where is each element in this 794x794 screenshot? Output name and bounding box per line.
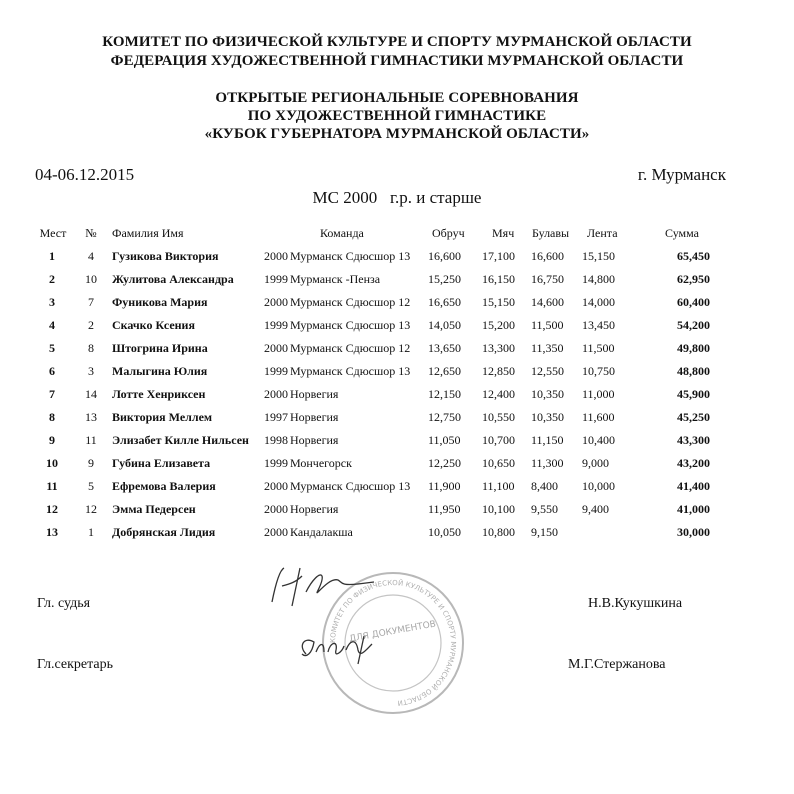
cell-team: Мурманск -Пенза — [290, 272, 381, 286]
cell-hoop-score: 11,050 — [428, 433, 461, 447]
cell-clubs-score: 11,150 — [531, 433, 564, 447]
cell-hoop-score: 16,650 — [428, 295, 461, 309]
cell-ribbon-score: 14,000 — [582, 295, 615, 309]
cell-name: Жулитова Александра — [112, 272, 234, 286]
cell-ribbon-score: 9,000 — [582, 456, 609, 470]
cell-ribbon-score: 9,400 — [582, 502, 609, 516]
chief-judge-title: Гл. судья — [37, 596, 91, 611]
cell-total-score: 30,000 — [677, 525, 710, 539]
cell-ribbon-score: 11,500 — [582, 341, 615, 355]
cell-total-score: 65,450 — [677, 249, 710, 263]
cell-ribbon-score: 10,000 — [582, 479, 615, 493]
cell-name: Малыгина Юлия — [112, 364, 208, 378]
cell-place: 9 — [49, 433, 55, 447]
table-body — [0, 249, 794, 548]
svg-text:ДЛЯ ДОКУМЕНТОВ: ДЛЯ ДОКУМЕНТОВ — [348, 619, 437, 645]
cell-place: 13 — [46, 525, 58, 539]
cell-number: 13 — [85, 410, 97, 424]
cell-name: Элизабет Килле Нильсен — [112, 433, 249, 447]
chief-judge-name: Н.В.Кукушкина — [588, 596, 683, 611]
svg-text:КОМИТЕТ ПО ФИЗИЧЕСКОЙ КУЛЬТУРЕ: КОМИТЕТ ПО ФИЗИЧЕСКОЙ КУЛЬТУРЕ И СПОРТУ МУРМАНСКОЙ ОБЛАСТИ — [328, 578, 458, 707]
cell-ball-score: 10,700 — [482, 433, 515, 447]
cell-ribbon-score: 11,600 — [582, 410, 615, 424]
cell-clubs-score: 16,750 — [531, 272, 564, 286]
cell-name: Губина Елизавета — [112, 456, 211, 470]
cell-team: Кандалакша — [290, 525, 353, 539]
header-ribbon: Лента — [587, 226, 618, 240]
cell-birth-year: 2000 — [264, 525, 288, 539]
cell-number: 8 — [88, 341, 94, 355]
cell-clubs-score: 11,300 — [531, 456, 564, 470]
cell-name: Лотте Хенриксен — [112, 387, 206, 401]
cell-ball-score: 10,800 — [482, 525, 515, 539]
header-hoop: Обруч — [432, 226, 465, 240]
header-total: Сумма — [665, 226, 699, 240]
chief-judge-signature — [262, 562, 382, 612]
cell-number: 12 — [85, 502, 97, 516]
cell-name: Эмма Педерсен — [112, 502, 196, 516]
cell-team: Норвегия — [290, 387, 339, 401]
cell-ball-score: 12,850 — [482, 364, 515, 378]
cell-birth-year: 1999 — [264, 364, 288, 378]
cell-birth-year: 1997 — [264, 410, 288, 424]
cell-ball-score: 16,150 — [482, 272, 515, 286]
header-name: Фамилия Имя — [112, 226, 184, 240]
table-row — [0, 318, 794, 341]
cell-clubs-score: 12,550 — [531, 364, 564, 378]
cell-number: 5 — [88, 479, 94, 493]
cell-total-score: 48,800 — [677, 364, 710, 378]
cell-name: Ефремова Валерия — [112, 479, 216, 493]
cell-total-score: 62,950 — [677, 272, 710, 286]
cell-clubs-score: 11,500 — [531, 318, 564, 332]
header-ball: Мяч — [492, 226, 515, 240]
cell-place: 7 — [49, 387, 55, 401]
cell-birth-year: 2000 — [264, 502, 288, 516]
organization-line-1: КОМИТЕТ ПО ФИЗИЧЕСКОЙ КУЛЬТУРЕ И СПОРТУ МУРМАНСКОЙ ОБЛАСТИ — [102, 34, 692, 50]
cell-birth-year: 2000 — [264, 387, 288, 401]
table-row — [0, 525, 794, 548]
cell-clubs-score: 10,350 — [531, 387, 564, 401]
cell-place: 8 — [49, 410, 55, 424]
cell-hoop-score: 15,250 — [428, 272, 461, 286]
cell-total-score: 41,400 — [677, 479, 710, 493]
cell-hoop-score: 12,650 — [428, 364, 461, 378]
results-table — [0, 226, 794, 548]
table-row — [0, 479, 794, 502]
cell-birth-year: 2000 — [264, 479, 288, 493]
cell-total-score: 45,250 — [677, 410, 710, 424]
cell-clubs-score: 9,550 — [531, 502, 558, 516]
cell-ribbon-score: 10,750 — [582, 364, 615, 378]
cell-clubs-score: 9,150 — [531, 525, 558, 539]
cell-team: Мурманск Сдюсшор 13 — [290, 479, 411, 493]
cell-hoop-score: 12,150 — [428, 387, 461, 401]
table-row — [0, 410, 794, 433]
cell-team: Мурманск Сдюсшор 12 — [290, 341, 411, 355]
cell-clubs-score: 16,600 — [531, 249, 564, 263]
cell-ribbon-score: 13,450 — [582, 318, 615, 332]
event-title-line-2: ПО ХУДОЖЕСТВЕННОЙ ГИМНАСТИКЕ — [247, 108, 547, 124]
table-header-row — [0, 226, 794, 249]
cell-team: Мурманск Сдюсшор 13 — [290, 318, 411, 332]
cell-name: Скачко Ксения — [112, 318, 195, 332]
header-clubs: Булавы — [532, 226, 570, 240]
table-row — [0, 249, 794, 272]
cell-hoop-score: 13,650 — [428, 341, 461, 355]
cell-team: Норвегия — [290, 502, 339, 516]
cell-ball-score: 10,100 — [482, 502, 515, 516]
cell-ball-score: 11,100 — [482, 479, 515, 493]
cell-name: Добрянская Лидия — [112, 525, 216, 539]
cell-hoop-score: 12,250 — [428, 456, 461, 470]
cell-ball-score: 17,100 — [482, 249, 515, 263]
cell-hoop-score: 11,900 — [428, 479, 461, 493]
table-row — [0, 272, 794, 295]
cell-number: 7 — [88, 295, 94, 309]
cell-name: Фуникова Мария — [112, 295, 208, 309]
cell-hoop-score: 12,750 — [428, 410, 461, 424]
cell-total-score: 54,200 — [677, 318, 710, 332]
cell-hoop-score: 16,600 — [428, 249, 461, 263]
cell-birth-year: 1999 — [264, 318, 288, 332]
cell-total-score: 43,300 — [677, 433, 710, 447]
cell-number: 10 — [85, 272, 97, 286]
event-dates: 04-06.12.2015 — [35, 165, 135, 184]
cell-total-score: 49,800 — [677, 341, 710, 355]
cell-total-score: 45,900 — [677, 387, 710, 401]
cell-place: 6 — [49, 364, 55, 378]
cell-name: Штогрина Ирина — [112, 341, 208, 355]
cell-team: Норвегия — [290, 410, 339, 424]
event-city: г. Мурманск — [637, 165, 726, 184]
cell-place: 11 — [46, 479, 58, 493]
cell-ball-score: 10,650 — [482, 456, 515, 470]
cell-number: 4 — [88, 249, 94, 263]
cell-total-score: 41,000 — [677, 502, 710, 516]
header-place: Мест — [39, 226, 67, 240]
cell-birth-year: 1999 — [264, 272, 288, 286]
cell-number: 2 — [88, 318, 94, 332]
event-title-line-1: ОТКРЫТЫЕ РЕГИОНАЛЬНЫЕ СОРЕВНОВАНИЯ — [215, 90, 579, 106]
chief-secretary-title: Гл.секретарь — [37, 657, 114, 672]
cell-ball-score: 12,400 — [482, 387, 515, 401]
age-category: МС 2000 г.р. и старше — [312, 188, 482, 207]
cell-team: Мурманск Сдюсшор 12 — [290, 295, 411, 309]
cell-place: 4 — [49, 318, 55, 332]
cell-ball-score: 15,200 — [482, 318, 515, 332]
cell-clubs-score: 14,600 — [531, 295, 564, 309]
cell-ribbon-score: 14,800 — [582, 272, 615, 286]
chief-secretary-name: М.Г.Стержанова — [568, 657, 666, 672]
cell-name: Виктория Меллем — [112, 410, 213, 424]
cell-place: 2 — [49, 272, 55, 286]
header-team: Команда — [320, 226, 364, 240]
cell-team: Норвегия — [290, 433, 339, 447]
cell-total-score: 60,400 — [677, 295, 710, 309]
cell-ball-score: 10,550 — [482, 410, 515, 424]
cell-team: Мончегорск — [290, 456, 352, 470]
cell-ball-score: 15,150 — [482, 295, 515, 309]
cell-total-score: 43,200 — [677, 456, 710, 470]
chief-secretary-signature — [292, 628, 392, 668]
table-row — [0, 433, 794, 456]
cell-number: 11 — [85, 433, 97, 447]
cell-ball-score: 13,300 — [482, 341, 515, 355]
cell-clubs-score: 10,350 — [531, 410, 564, 424]
table-row — [0, 341, 794, 364]
cell-team: Мурманск Сдюсшор 13 — [290, 364, 411, 378]
cell-birth-year: 1998 — [264, 433, 288, 447]
cell-birth-year: 2000 — [264, 249, 288, 263]
cell-hoop-score: 10,050 — [428, 525, 461, 539]
table-row — [0, 502, 794, 525]
cell-clubs-score: 11,350 — [531, 341, 564, 355]
cell-number: 3 — [88, 364, 94, 378]
cell-ribbon-score: 10,400 — [582, 433, 615, 447]
cell-ribbon-score: 15,150 — [582, 249, 615, 263]
cell-team: Мурманск Сдюсшор 13 — [290, 249, 411, 263]
cell-place: 1 — [49, 249, 55, 263]
cell-place: 10 — [46, 456, 58, 470]
cell-birth-year: 2000 — [264, 341, 288, 355]
table-row — [0, 295, 794, 318]
header-number: № — [85, 226, 97, 240]
table-row — [0, 364, 794, 387]
cell-birth-year: 2000 — [264, 295, 288, 309]
cell-hoop-score: 11,950 — [428, 502, 461, 516]
cell-name: Гузикова Виктория — [112, 249, 219, 263]
cell-ribbon-score: 11,000 — [582, 387, 615, 401]
organization-line-2: ФЕДЕРАЦИЯ ХУДОЖЕСТВЕННОЙ ГИМНАСТИКИ МУРМАНСКОЙ ОБЛАСТИ — [110, 53, 684, 69]
cell-hoop-score: 14,050 — [428, 318, 461, 332]
table-row — [0, 387, 794, 410]
cell-birth-year: 1999 — [264, 456, 288, 470]
cell-number: 14 — [85, 387, 97, 401]
cell-place: 3 — [49, 295, 55, 309]
cell-place: 12 — [46, 502, 58, 516]
table-row — [0, 456, 794, 479]
cell-number: 1 — [88, 525, 94, 539]
cell-clubs-score: 8,400 — [531, 479, 558, 493]
cell-number: 9 — [88, 456, 94, 470]
cell-place: 5 — [49, 341, 55, 355]
event-title-line-3: «КУБОК ГУБЕРНАТОРА МУРМАНСКОЙ ОБЛАСТИ» — [204, 126, 590, 142]
